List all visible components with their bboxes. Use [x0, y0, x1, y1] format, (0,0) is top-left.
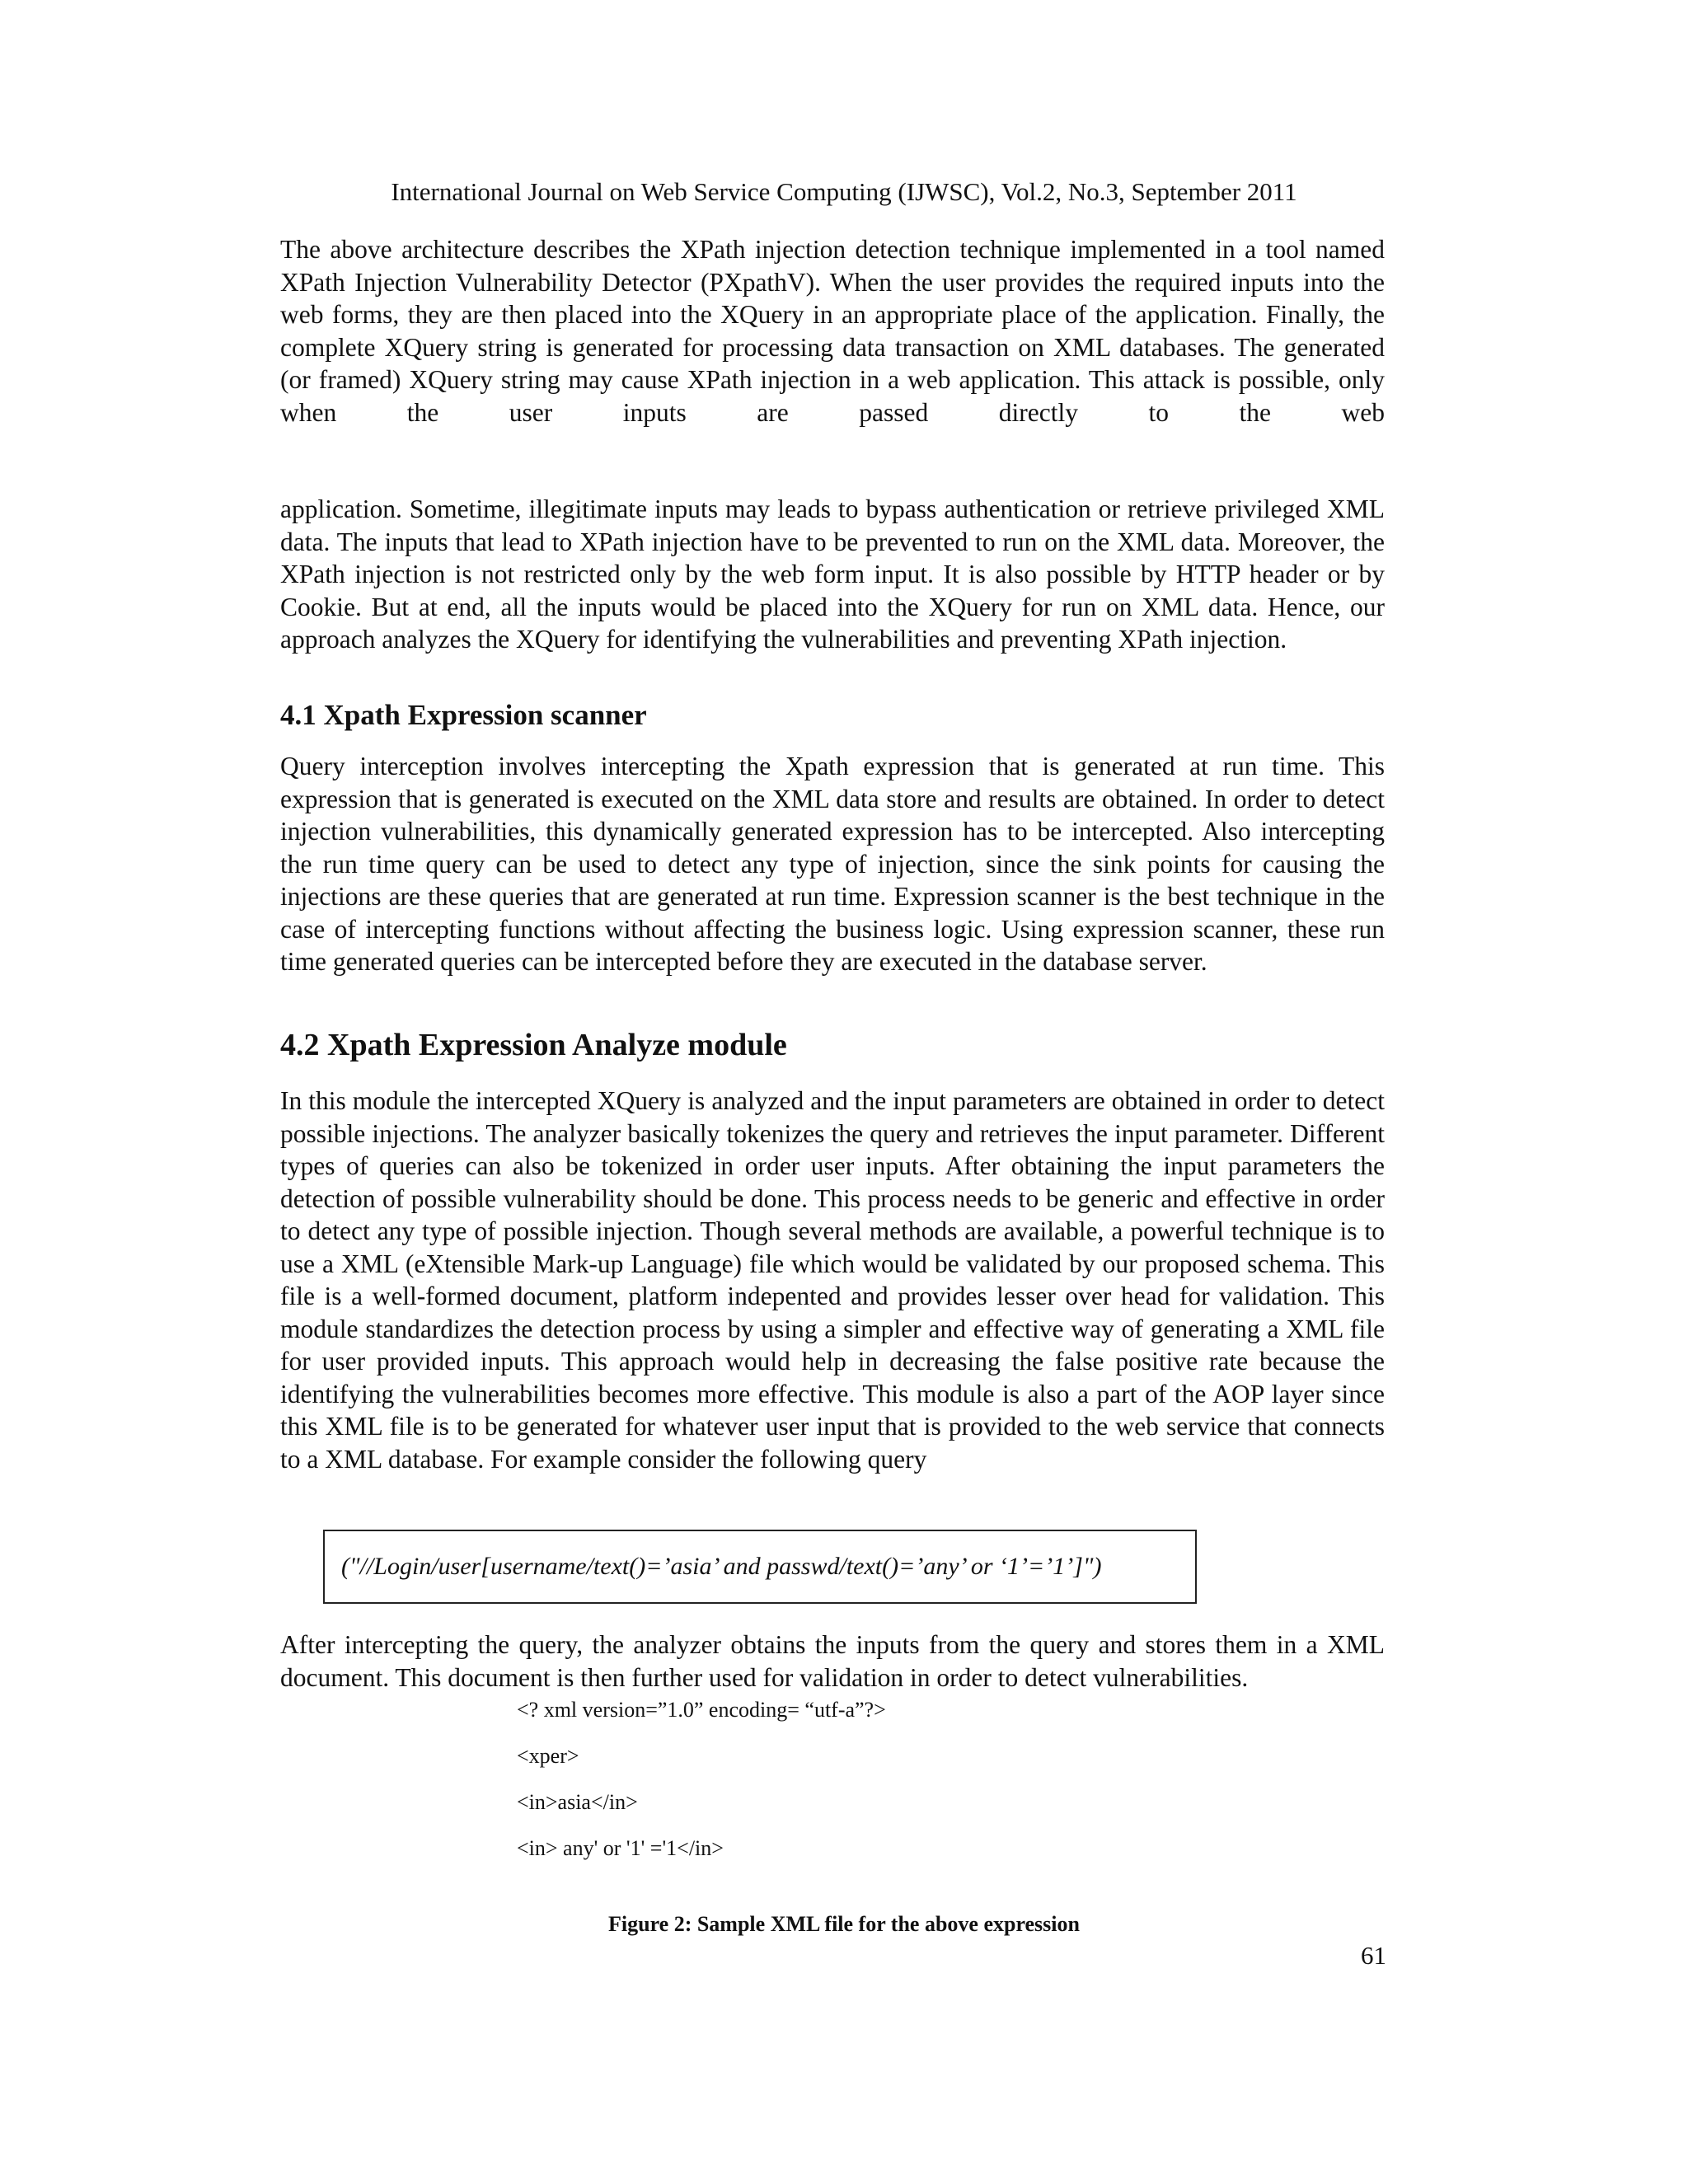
paragraph-after-query [280, 1629, 1385, 1694]
paragraph-after-query-text: After intercepting the query, the analyzer obtains the inputs from the query and stores them in a XML document. This document is then further used for validation in order to detect vulnerabilities. [280, 1630, 1385, 1692]
section-heading-4-2: 4.2 Xpath Expression Analyze module [280, 1028, 787, 1062]
query-expression-box [323, 1530, 1197, 1604]
paragraph-4-1: Query interception involves intercepting the Xpath expression that is generated at run time. This expression that is generated is executed on the XML data store and results are obtained. In order to detect injection vulnerabilities, this dynamically generated expression has to be intercepted. Also intercepting the run time query can be used to detect any type of injection, since the sink points for causing the injections are these queries that are generated at run time. Expression scanner is the best technique in the case of intercepting functions without affecting the business logic. Using expression scanner, these run time generated queries can be intercepted before they are executed in the database server. [280, 752, 1385, 976]
xml-line-input-1: <in>asia</in> [517, 1790, 638, 1814]
page-number: 61 [1361, 1941, 1386, 1970]
query-expression: ("//Login/user[username/text()=’asia’ and passwd/text()=’any’ or ‘1’=’1’]") [341, 1553, 1102, 1580]
figure-caption: Figure 2: Sample XML file for the above expression [608, 1912, 1080, 1936]
paragraph-architecture: The above architecture describes the XPath injection detection technique implemented in a tool named XPath Injection Vulnerability Detector (PXpathV). When the user provides the required inputs into the web forms, they are then placed into the XQuery in an appropriate place of the application. Finally, the complete XQuery string is generated for processing data transaction on XML databases. The generated (or framed) XQuery string may cause XPath injection in a web application. This attack is possible, only when the user inputs are passed directly to the web [280, 235, 1385, 427]
paragraph-continuation: application. Sometime, illegitimate inputs may leads to bypass authentication or retrieve privileged XML data. The inputs that lead to XPath injection have to be prevented to run on the XML data. Moreover, the XPath injection is not restricted only by the web form input. It is also possible by HTTP header or by Cookie. But at end, all the inputs would be placed into the XQuery for run on XML data. Hence, our approach analyzes the XQuery for identifying the vulnerabilities and preventing XPath injection. [280, 494, 1385, 654]
paragraph-4-2: In this module the intercepted XQuery is analyzed and the input parameters are obtained in order to detect possible injections. The analyzer basically tokenizes the query and retrieves the input parameter. Different types of queries can also be tokenized in order user inputs. After obtaining the input parameters the detection of possible vulnerability should be done. This process needs to be generic and effective in order to detect any type of possible injection. Though several methods are available, a powerful technique is to use a XML (eXtensible Mark-up Language) file which would be validated by our proposed schema. This file is a well-formed document, platform indepented and provides lesser over head for validation. This module standardizes the detection process by using a simpler and effective way of generating a XML file for user provided inputs. This approach would help in decreasing the false positive rate because the identifying the vulnerabilities becomes more effective. This module is also a part of the AOP layer since this XML file is to be generated for whatever user input that is provided to the web service that connects to a XML database. For example consider the following query [280, 1086, 1385, 1474]
running-header: International Journal on Web Service Computing (IJWSC), Vol.2, No.3, September 2011 [391, 177, 1297, 206]
xml-line-root: <xper> [517, 1744, 579, 1768]
xml-line-declaration: <? xml version=”1.0” encoding= “utf-a”?> [517, 1698, 886, 1722]
section-heading-4-1: 4.1 Xpath Expression scanner [280, 699, 647, 731]
xml-line-input-2: <in> any' or '1' ='1</in> [517, 1836, 724, 1860]
